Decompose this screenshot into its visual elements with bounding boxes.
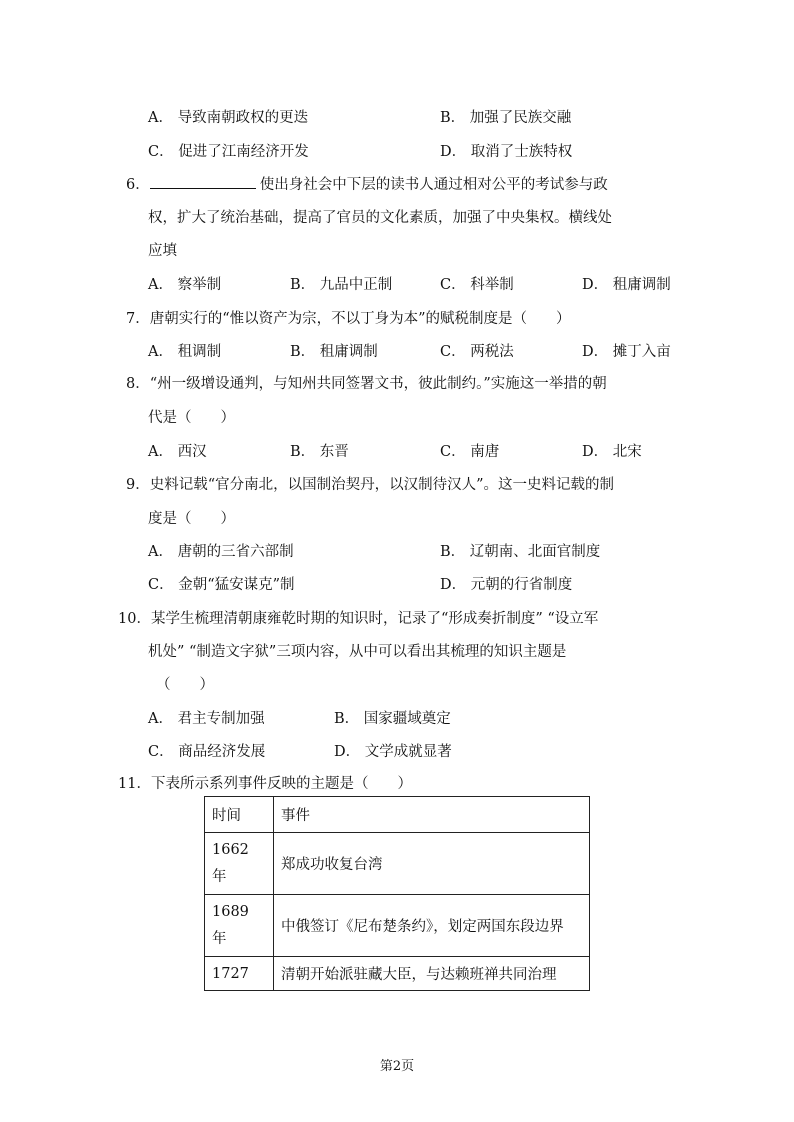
q6-option-d: D． 租庸调制 [582, 277, 671, 293]
q7-option-b: B． 租庸调制 [290, 344, 378, 360]
question-10-line2: 机处” “制造文字狱”三项内容，从中可以看出其梳理的知识主题是 [148, 644, 567, 660]
question-6-line2: 权，扩大了统治基础，提高了官员的文化素质，加强了中央集权。横线处 [148, 210, 612, 226]
question-9-line2: 度是（ ） [148, 511, 235, 527]
q6-option-b: B． 九品中正制 [290, 277, 393, 293]
q8-option-d: D． 北宋 [582, 444, 642, 460]
table-cell-time: 1727 [205, 957, 274, 991]
question-9-line1: 9．史料记载“官分南北，以国制治契丹，以汉制待汉人”。这一史料记载的制 [126, 477, 615, 493]
q5-option-d: D． 取消了士族特权 [440, 144, 573, 160]
q6-option-c: C． 科举制 [440, 277, 514, 293]
events-table [204, 796, 590, 991]
q9-option-b: B． 辽朝南、北面官制度 [440, 544, 601, 560]
q10-option-c: C． 商品经济发展 [148, 744, 266, 760]
table-row [205, 833, 590, 895]
q5-option-a: A． 导致南朝政权的更迭 [148, 110, 309, 126]
q8-option-c: C． 南唐 [440, 444, 500, 460]
q10-option-a: A． 君主专制加强 [148, 711, 265, 727]
table-row [205, 895, 590, 957]
q8-option-b: B． 东晋 [290, 444, 349, 460]
question-8-line2: 代是（ ） [148, 410, 235, 426]
question-6-text: 使出身社会中下层的读书人通过相对公平的考试参与政 [259, 177, 608, 193]
question-7: 7．唐朝实行的“惟以资产为宗，不以丁身为本”的赋税制度是（ ） [126, 311, 571, 327]
question-11: 11．下表所示系列事件反映的主题是（ ） [118, 776, 412, 792]
table-cell-time: 1689 年 [205, 895, 274, 957]
q7-option-d: D． 摊丁入亩 [582, 344, 671, 360]
q9-option-a: A． 唐朝的三省六部制 [148, 544, 294, 560]
table-cell-event: 郑成功收复台湾 [274, 833, 590, 895]
question-10-line1: 10．某学生梳理清朝康雍乾时期的知识时，记录了“形成奏折制度” “设立军 [118, 611, 599, 627]
question-6-number: 6． [126, 177, 150, 193]
table-cell-event: 清朝开始派驻藏大臣，与达赖班禅共同治理 [274, 957, 590, 991]
q9-option-c: C． 金朝“猛安谋克”制 [148, 577, 295, 593]
q7-option-c: C． 两税法 [440, 344, 514, 360]
page-number: 第2页 [379, 1059, 415, 1074]
q9-option-d: D． 元朝的行省制度 [440, 577, 573, 593]
q5-option-c: C． 促进了江南经济开发 [148, 144, 309, 160]
q8-option-a: A． 西汉 [148, 444, 207, 460]
question-8-line1: 8．“州一级增设通判，与知州共同签署文书，彼此制约。”实施这一举措的朝 [126, 376, 607, 392]
question-6-line3: 应填 [148, 243, 177, 259]
table-row [205, 957, 590, 991]
q10-option-b: B． 国家疆域奠定 [334, 711, 451, 727]
q7-option-a: A． 租调制 [148, 344, 222, 360]
question-6-line1 [126, 174, 608, 195]
question-10-line3: （ ） [156, 677, 214, 693]
q5-option-b: B． 加强了民族交融 [440, 110, 572, 126]
table-header-cell: 事件 [274, 797, 590, 833]
table-cell-time: 1662 年 [205, 833, 274, 895]
q6-option-a: A． 察举制 [148, 277, 222, 293]
table-cell-event: 中俄签订《尼布楚条约》，划定两国东段边界 [274, 895, 590, 957]
answer-blank [150, 174, 256, 189]
table-header-row [205, 797, 590, 833]
table-header-cell: 时间 [205, 797, 274, 833]
q10-option-d: D． 文学成就显著 [334, 744, 452, 760]
